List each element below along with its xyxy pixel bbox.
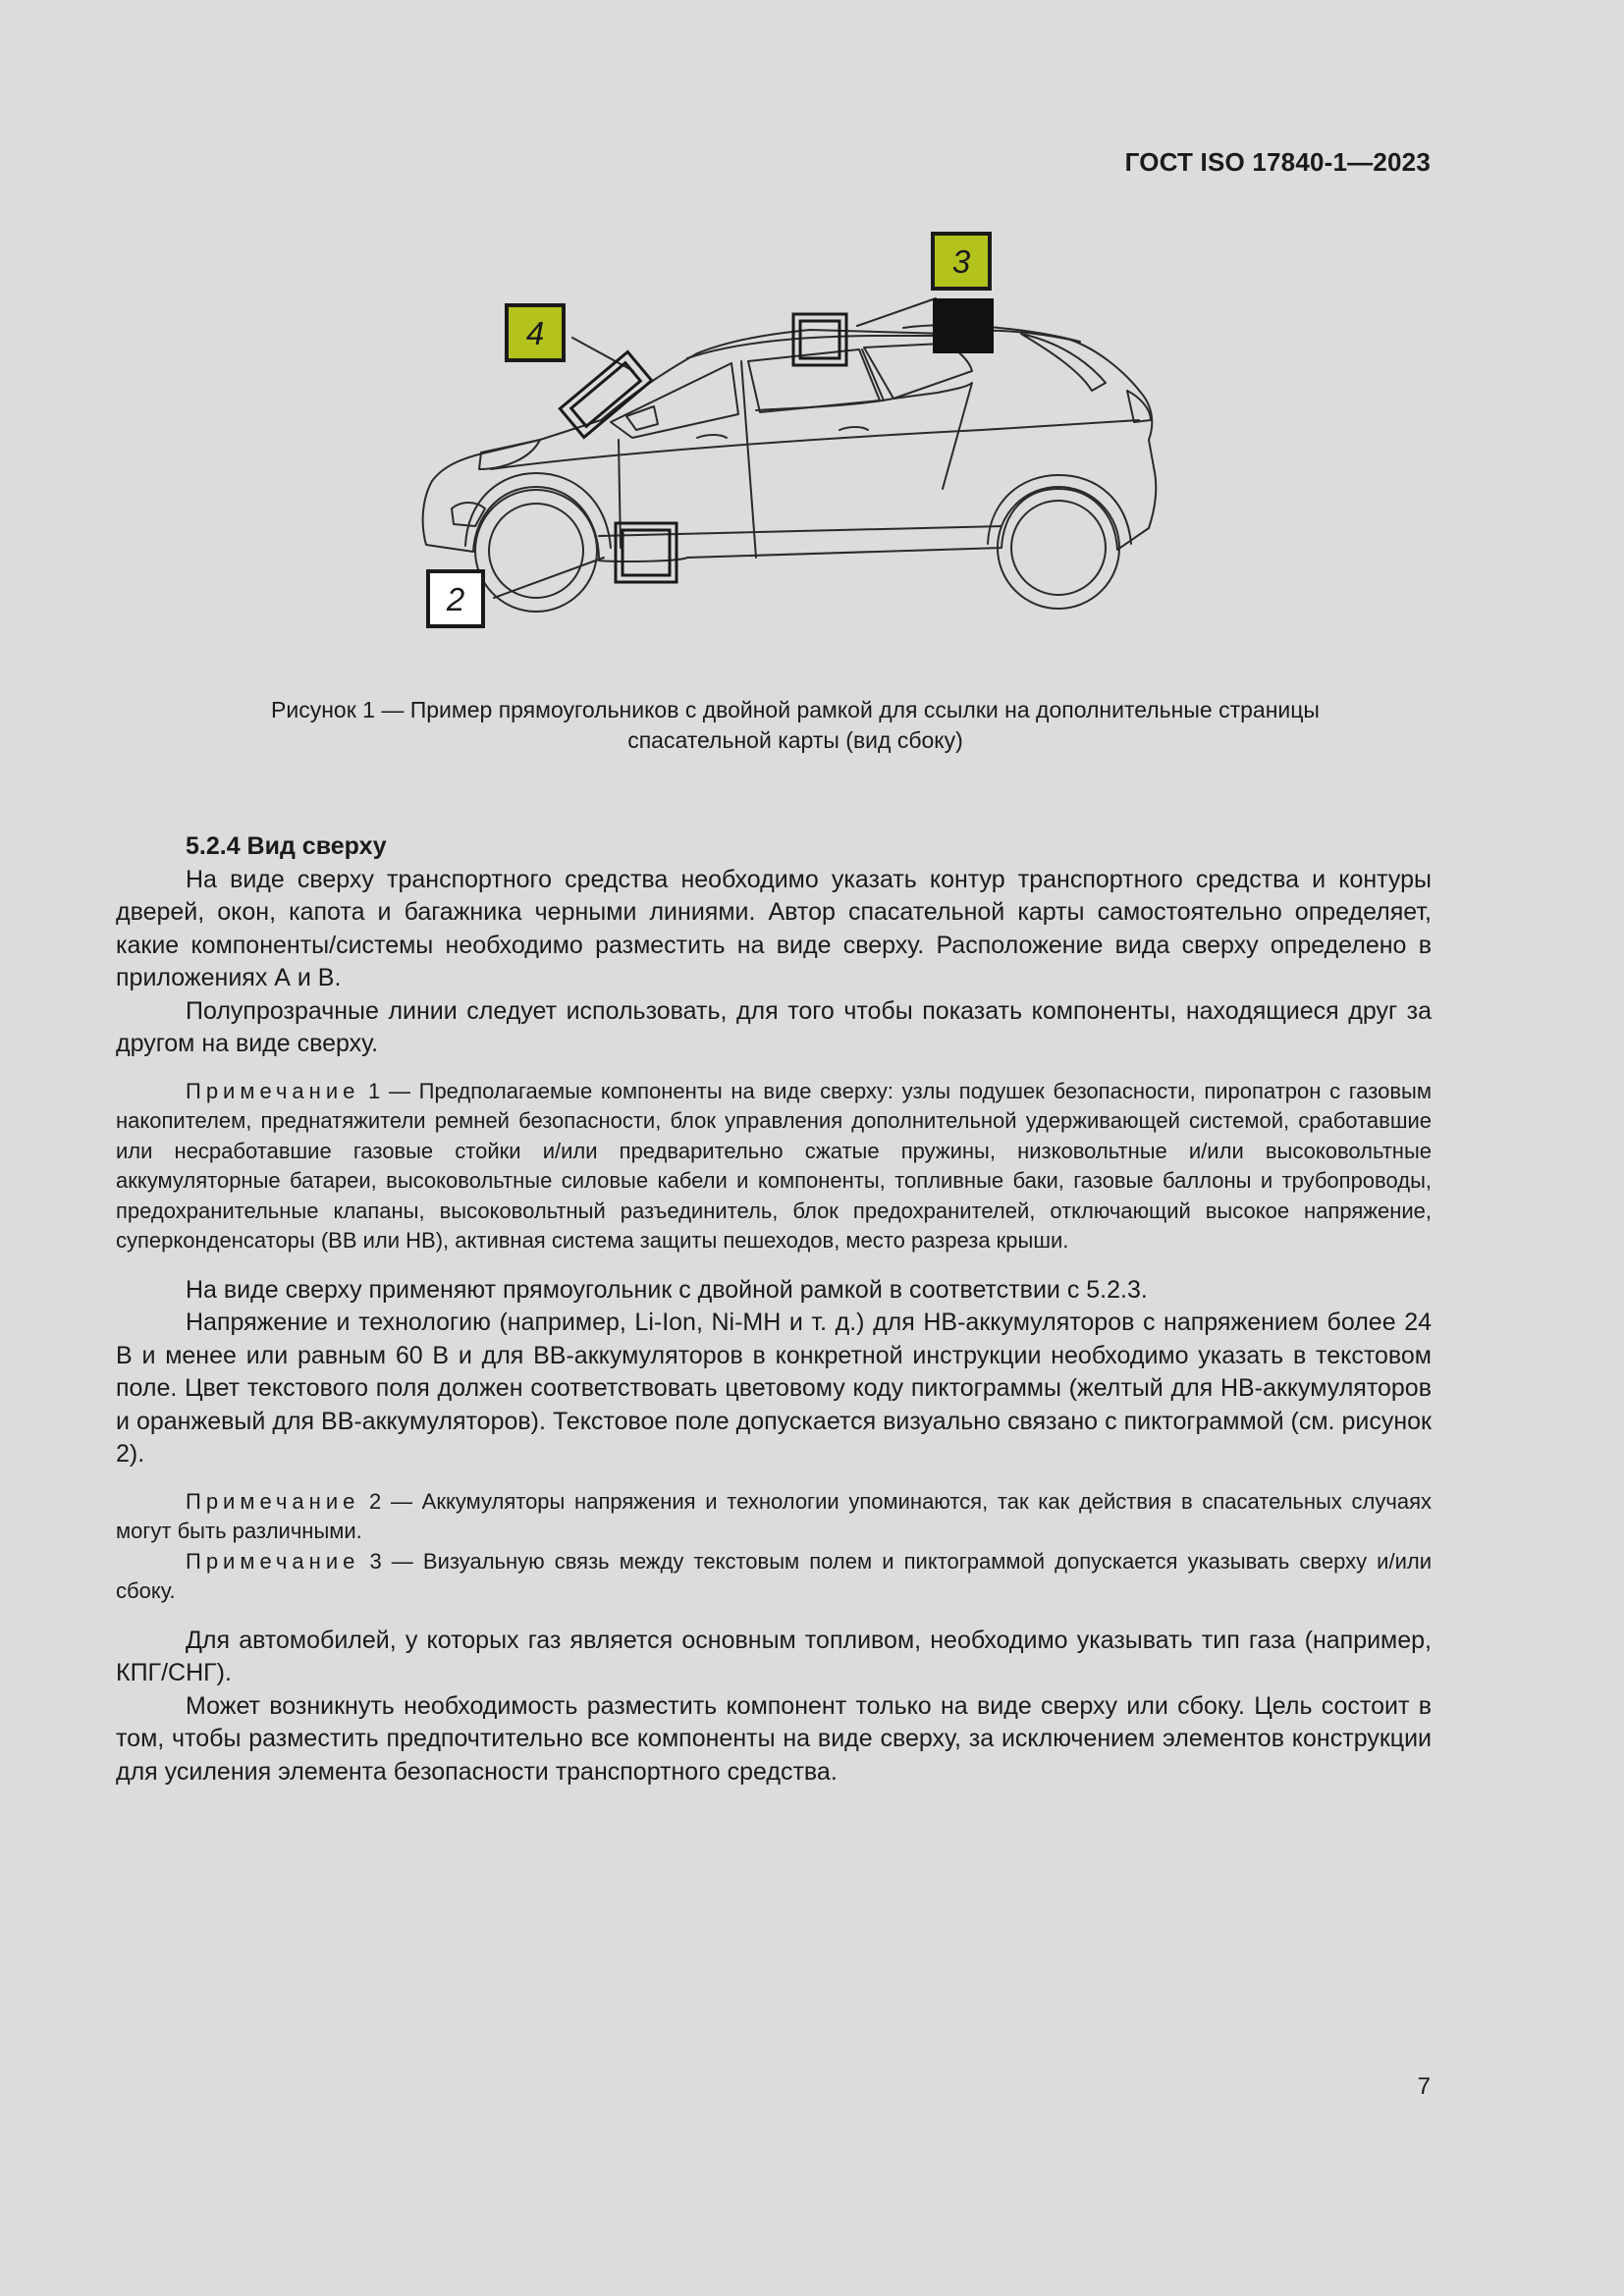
car-side-view-drawing — [393, 224, 1159, 636]
callout-line-3 — [857, 298, 936, 326]
note-2 — [116, 1487, 1432, 1547]
callout-4 — [507, 305, 564, 360]
note-3-text: 3 — Визуальную связь между текстовым полем и пиктограммой допускается указывать сверху и/или сбоку. — [116, 1548, 1432, 1603]
note-3 — [116, 1547, 1432, 1607]
callout-2 — [428, 571, 483, 626]
door-handle-front — [697, 435, 727, 438]
door-handle-rear — [839, 427, 868, 430]
note-1-label: Примечание — [186, 1078, 360, 1103]
page-number: 7 — [1417, 2073, 1431, 2100]
rear-window — [1021, 334, 1106, 391]
callout-3 — [933, 234, 990, 289]
note-2-label: Примечание — [186, 1488, 360, 1514]
car-side-view-figure — [393, 224, 1159, 636]
paragraph-6: Может возникнуть необходимость разместить компонент только на виде сверху или сбоку. Цель состоит в том, чтобы разместить предпочтительно все компоненты на виде сверху, за исключением элементов конструкции для усиления элемента безопасности транспортного средства. — [116, 1691, 1432, 1786]
note-1 — [116, 1077, 1432, 1256]
paragraph-5: Для автомобилей, у которых газ является основным топливом, необходимо указывать тип газа (например, КПГ/СНГ). — [116, 1626, 1432, 1686]
paragraph-4: Напряжение и технологию (например, Li-Ion, Ni-MH и т. д.) для НВ-аккумуляторов с напряжением более 24 В и менее или равным 60 В и для ВВ-аккумуляторов в конкретной инструкции необходимо указать в текстовом поле. Цвет текстового поля должен соответствовать цветовому коду пиктограммы (желтый для НВ-аккумуляторов и оранжевый для ВВ-аккумуляторов). Текстовое поле допускается визуально связано с пиктограммой (см. рисунок 2). — [116, 1308, 1432, 1468]
callout-3-label: 3 — [951, 243, 971, 280]
paragraph-1: На виде сверху транспортного средства необходимо указать контур транспортного средства и контуры дверей, окон, капота и багажника черными линиями. Автор спасательной карты самостоятельно определяет, какие компоненты/системы необходимо разместить на виде сверху. Расположение вида сверху определено в приложениях А и В. — [116, 865, 1432, 991]
caption-line-2: спасательной карты (вид сбоку) — [627, 727, 963, 753]
rear-wheel-arch — [988, 475, 1131, 544]
caption-line-1: Рисунок 1 — Пример прямоугольников с двойной рамкой для ссылки на дополнительные страницы — [271, 697, 1320, 722]
callout-4-label: 4 — [525, 315, 545, 351]
section-heading: 5.2.4 Вид сверху — [186, 832, 387, 860]
car-body-outline — [423, 330, 1157, 561]
double-frame-rect-roof — [793, 314, 846, 365]
paragraph-3: На виде сверху применяют прямоугольник с двойной рамкой в соответствии с 5.2.3. — [186, 1275, 1148, 1304]
tail-light — [1127, 391, 1151, 422]
rear-wheel-tire — [998, 487, 1119, 609]
paragraph-2: Полупрозрачные линии следует использовать, для того чтобы показать компоненты, находящиеся друг за другом на виде сверху. — [116, 996, 1432, 1057]
figure-caption — [157, 695, 1434, 756]
note-1-text: 1 — Предполагаемые компоненты на виде сверху: узлы подушек безопасности, пиропатрон с газовым накопителем, преднатяжители ремней безопасности, блок управления дополнительной удерживающей системой, сработавшие или несработавшие газовые стойки и/или предварительно сжатые пружины, низковольтные и/или высоковольтные аккумуляторные батареи, высоковольтные силовые кабели и компоненты, топливные баки, газовые баллоны и трубопроводы, предохранительные клапаны, высоковольтный разъединитель, блок предохранителей, отключающий высокое напряжение, суперконденсаторы (ВВ или НВ), активная система защиты пешеходов, место разреза крыши. — [116, 1078, 1432, 1253]
rear-wheel-rim — [1011, 501, 1106, 595]
roof-rail — [687, 325, 1080, 358]
note-3-label: Примечание — [186, 1548, 360, 1574]
document-header: ГОСТ ISO 17840-1—2023 — [1124, 147, 1431, 177]
callout-2-label: 2 — [446, 581, 465, 617]
body-text — [116, 830, 1432, 1789]
callout-line-2 — [494, 558, 604, 598]
double-frame-rect-sill — [616, 523, 677, 582]
front-wheel-rim — [489, 504, 583, 598]
roof-black-block — [933, 298, 994, 353]
b-pillar — [741, 361, 756, 558]
side-mirror — [626, 406, 658, 430]
double-frame-rect-window — [560, 352, 651, 438]
front-wheel-tire — [475, 490, 597, 612]
note-2-text: 2 — Аккумуляторы напряжения и технологии упоминаются, так как действия в спасательных случаях могут быть различными. — [116, 1488, 1432, 1543]
body-crease — [491, 420, 1139, 469]
